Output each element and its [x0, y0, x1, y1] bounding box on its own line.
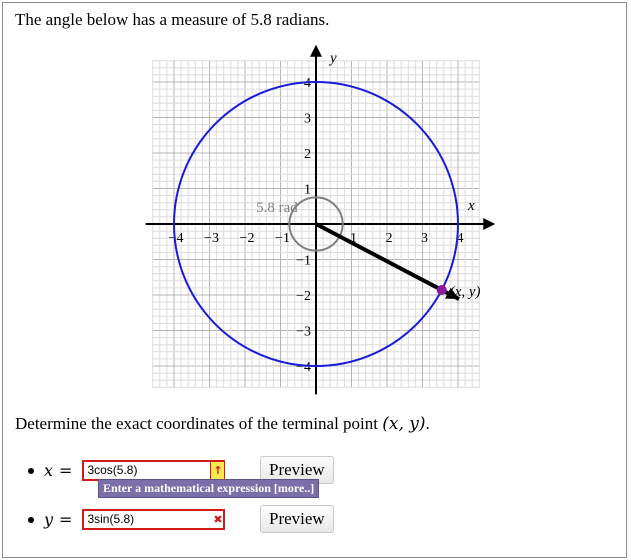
- error-x-icon: ✖: [213, 513, 223, 526]
- y-tick-label: −4: [296, 360, 311, 375]
- x-axis-arrow-icon: [483, 218, 495, 230]
- y-axis-label: y: [330, 50, 337, 67]
- x-tick-label: 3: [421, 231, 428, 246]
- terminal-point: [437, 285, 447, 295]
- x-tick-label: −3: [204, 231, 219, 246]
- equals-sign: =: [59, 461, 73, 480]
- y-tick-label: 1: [304, 182, 311, 198]
- y-tick-label: 3: [304, 111, 311, 127]
- x-tick-label: −2: [239, 231, 255, 246]
- answer-variable-x: x: [44, 461, 54, 480]
- problem-prompt: The angle below has a measure of 5.8 radians.: [15, 10, 330, 29]
- x-tick-label: 4: [456, 231, 464, 246]
- question-end: .: [425, 414, 430, 433]
- answer-input-y-value: 3sin(5.8): [87, 512, 135, 526]
- x-tick-label: −1: [275, 231, 290, 246]
- answer-row-y: [28, 509, 225, 530]
- y-tick-label: 4: [304, 76, 311, 91]
- question-text: [15, 414, 430, 434]
- bullet-icon: [28, 517, 34, 523]
- y-tick-label: 2: [304, 147, 311, 162]
- x-tick-label: −4: [168, 231, 184, 246]
- y-tick-label: −3: [296, 324, 311, 340]
- unit-circle-graph: [138, 50, 498, 392]
- warning-arrow-icon: ↑: [210, 462, 224, 479]
- x-tick-label: 1: [350, 231, 357, 246]
- answer-row-x: [28, 460, 225, 481]
- input-hint-tooltip: Enter a mathematical expression [more..]: [98, 479, 319, 498]
- answer-input-x[interactable]: [82, 460, 225, 481]
- question-math: (x, y): [382, 414, 426, 434]
- preview-button-x[interactable]: Preview: [260, 456, 334, 484]
- answer-input-y[interactable]: [82, 509, 225, 530]
- question-lead: Determine the exact coordinates of the terminal point: [15, 414, 383, 433]
- y-tick-label: −2: [296, 289, 311, 304]
- angle-label: 5.8 rad: [256, 200, 298, 216]
- answer-variable-y: y: [44, 510, 54, 529]
- terminal-point-label: (x, y): [449, 283, 481, 300]
- x-tick-label: 2: [385, 231, 393, 246]
- bullet-icon: [28, 468, 34, 474]
- answer-input-x-value: 3cos(5.8): [87, 463, 138, 477]
- x-axis-label: x: [467, 198, 475, 214]
- y-tick-label: −1: [296, 253, 311, 269]
- preview-button-y[interactable]: Preview: [260, 505, 334, 533]
- equals-sign: =: [59, 510, 73, 529]
